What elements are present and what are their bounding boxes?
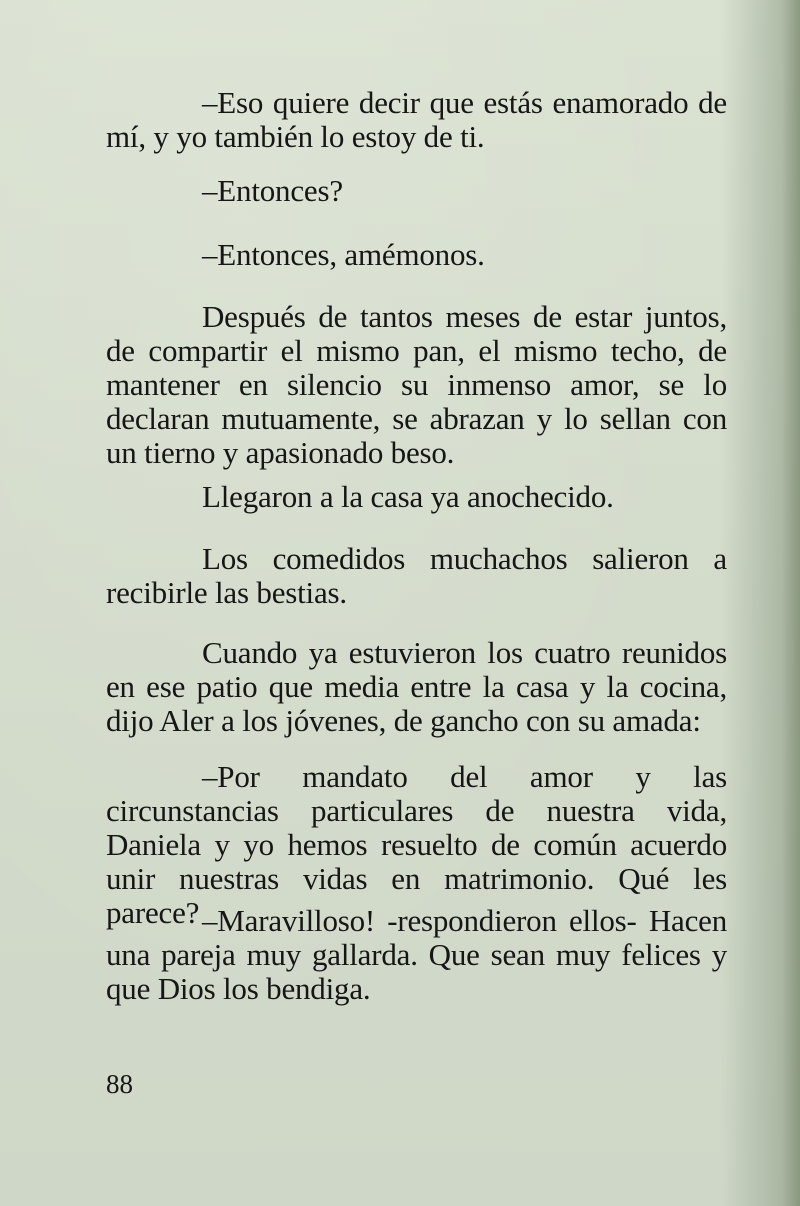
paragraph-8: –Por mandato del amor y las circunstancias particulares de nuestra vida, Daniela y yo hemos resuelto de común acuerdo unir nuestras vidas en matrimonio. Qué les parece? xyxy=(106,759,727,930)
paragraph-7: Cuando ya estuvieron los cuatro reunidos en ese patio que media entre la casa y la cocina, dijo Aler a los jóvenes, de gancho con su amada: xyxy=(106,635,727,738)
paragraph-5: Llegaron a la casa ya anochecido. xyxy=(202,479,614,514)
paragraph-3: –Entonces, amémonos. xyxy=(202,237,485,272)
paragraph-9: –Maravilloso! -respondieron ellos- Hacen una pareja muy gallarda. Que sean muy felices y que Dios los bendiga. xyxy=(106,903,727,1006)
page-number: 88 xyxy=(106,1069,133,1099)
page-edge-shadow xyxy=(782,0,800,1206)
paragraph-1: –Eso quiere decir que estás enamorado de mí, y yo también lo estoy de ti. xyxy=(106,85,727,154)
paragraph-6: Los comedidos muchachos salieron a recibirle las bestias. xyxy=(106,541,727,610)
paragraph-4: Después de tantos meses de estar juntos, de compartir el mismo pan, el mismo techo, de mantener en silencio su inmenso amor, se lo declaran mutuamente, se abrazan y lo sellan con un tierno y apasionado beso. xyxy=(106,299,727,470)
paragraph-2: –Entonces? xyxy=(202,173,343,208)
